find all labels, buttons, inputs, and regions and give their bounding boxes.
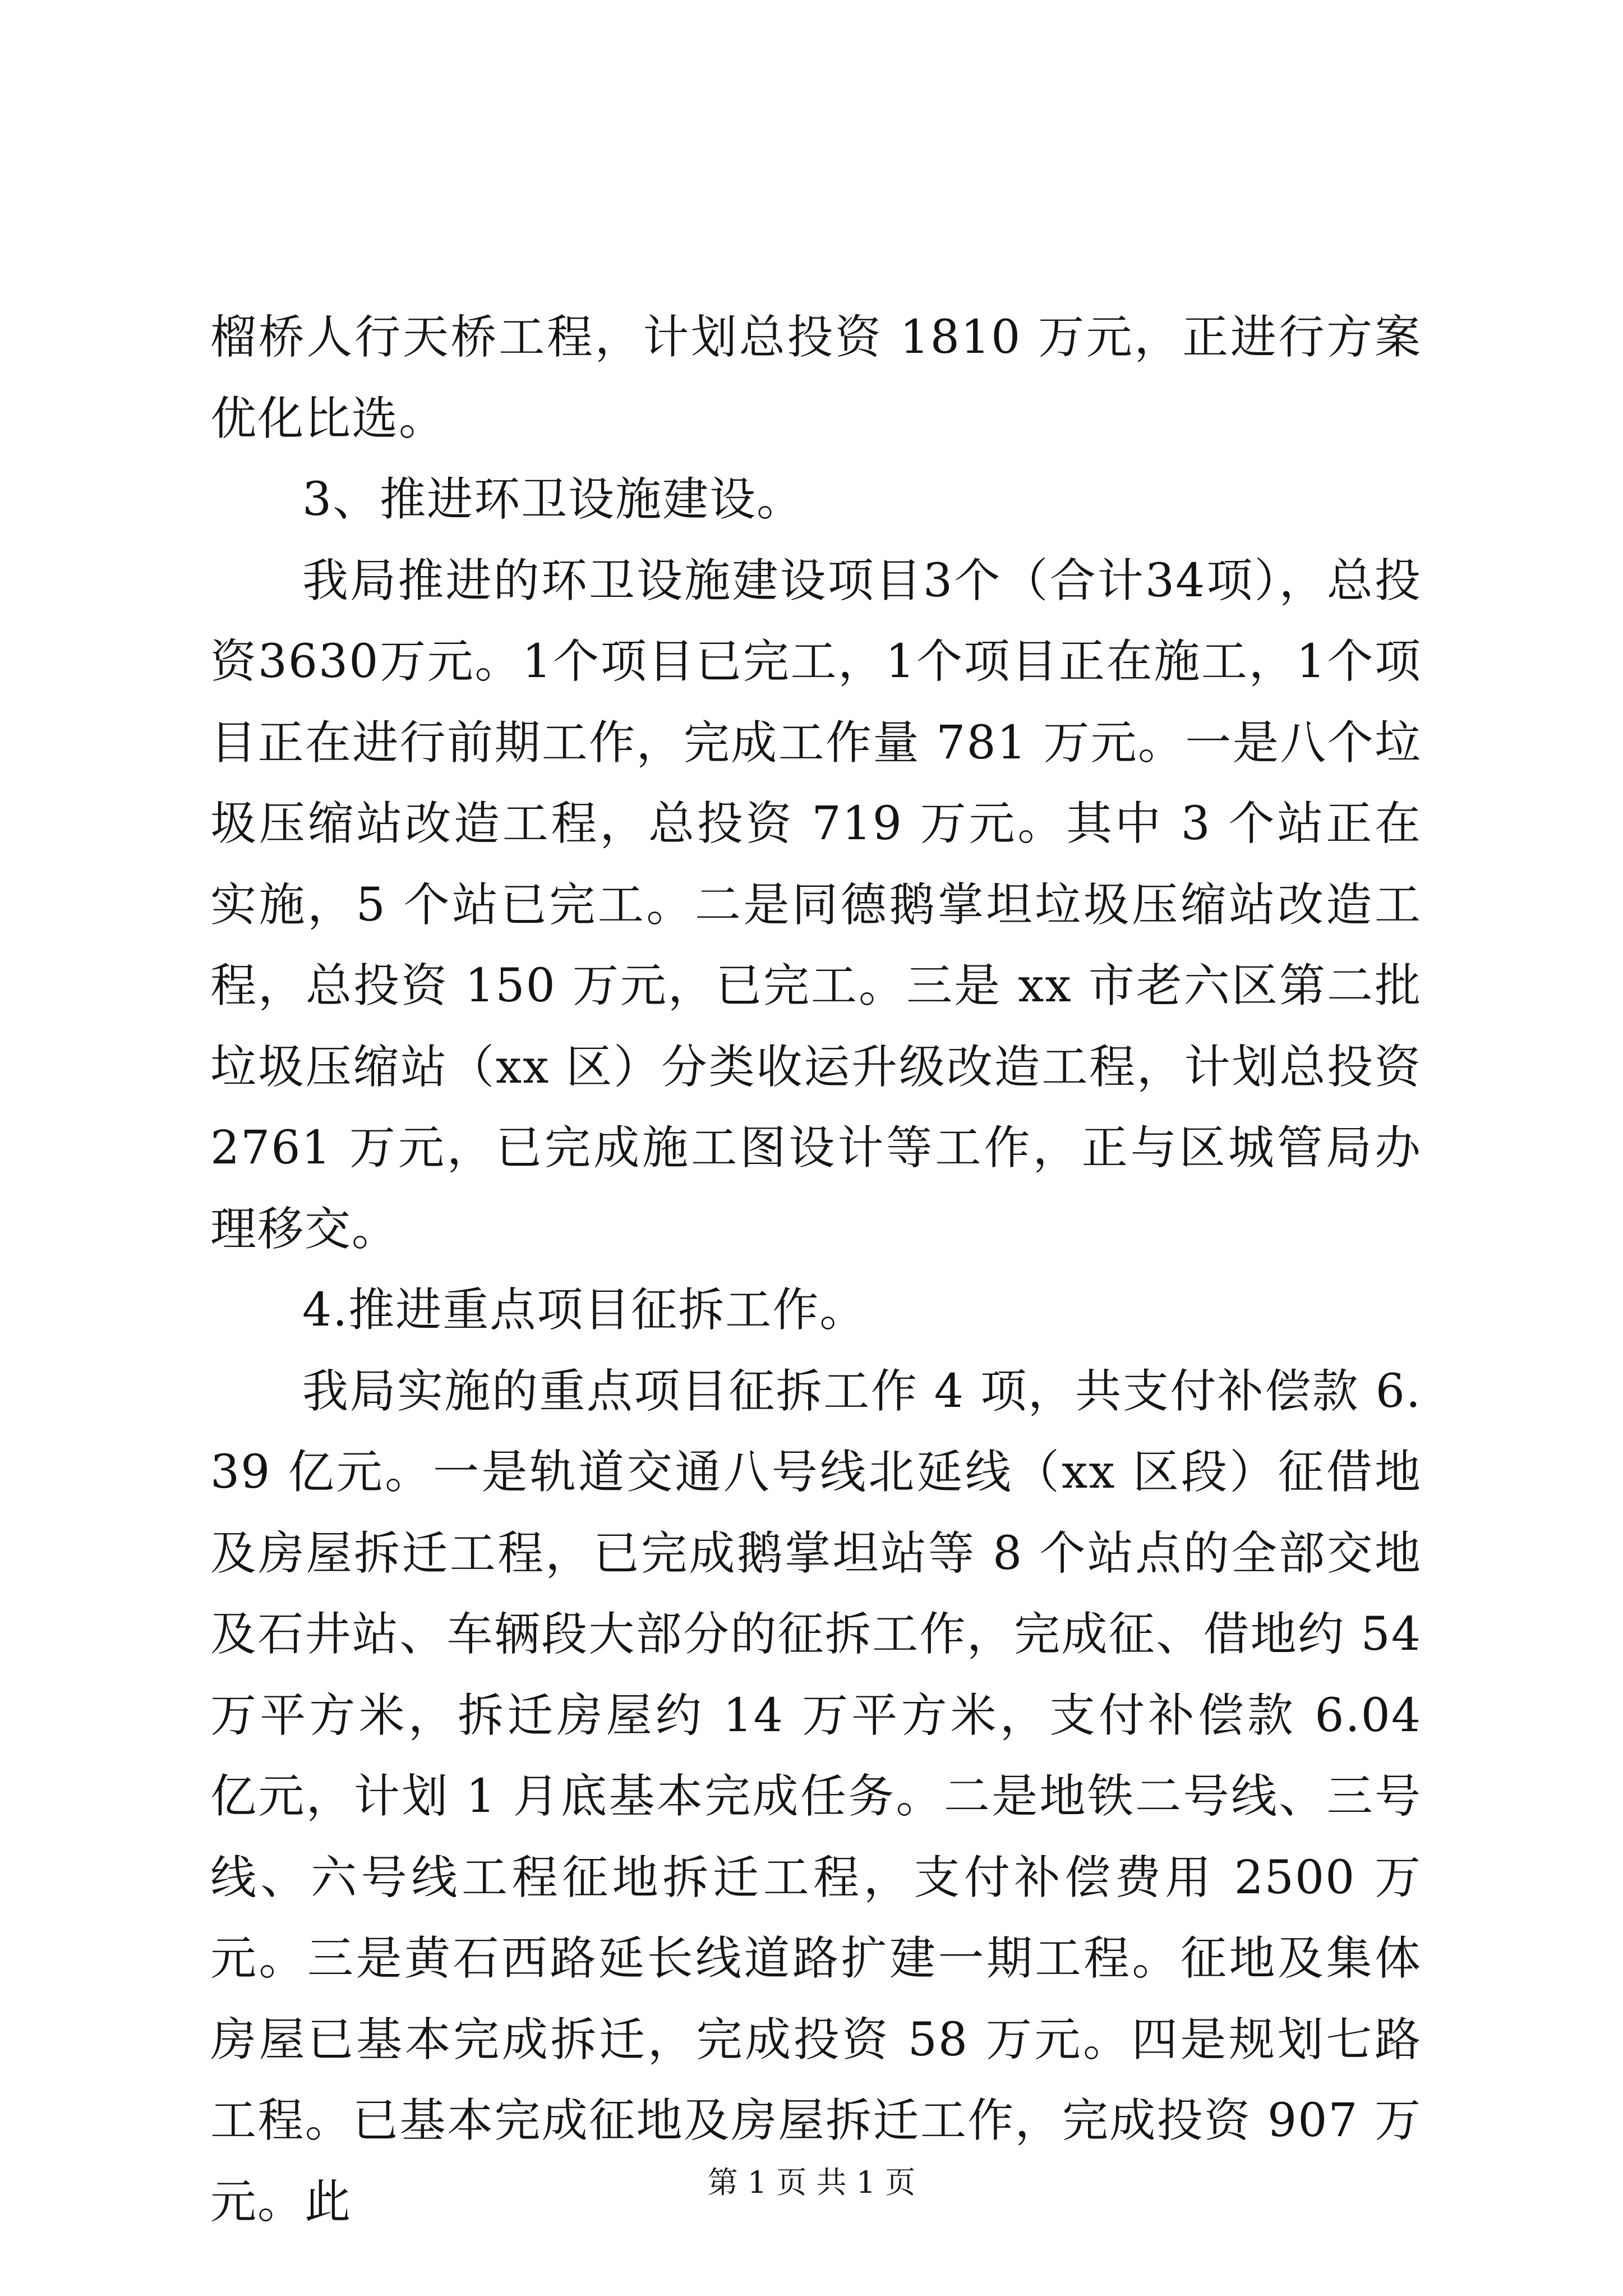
section-heading-4: 4.推进重点项目征拆工作。 — [302, 1283, 867, 1337]
paragraph-continuation: 榴桥人行天桥工程，计划总投资 1810 万元，正进行方案优化比选。 — [210, 311, 1422, 445]
paragraph-sanitation: 我局推进的环卫设施建设项目3个（合计34项），总投资3630万元。1个项目已完工，1个项目正在施工，1个项目正在进行前期工作，完成工作量 781 万元。一是八个垃圾压缩站改造工程，总投资 719 万元。其中 3 个站正在实施，5 个站已完工。二是同德鹅掌坦垃圾压缩站改造工程，总投资 150 万元，已完工。三是 xx 市老六区第二批垃圾压缩站（xx 区）分类收运升级改造工程，计划总投资 2761 万元，已完成施工图设计等工作，正与区城管局办理移交。 — [210, 554, 1422, 1256]
paragraph-demolition: 我局实施的重点项目征拆工作 4 项，共支付补偿款 6.39 亿元。一是轨道交通八号线北延线（xx 区段）征借地及房屋拆迁工程，已完成鹅掌坦站等 8 个站点的全部交地及石井站、车辆段大部分的征拆工作，完成征、借地约 54 万平方米，拆迁房屋约 14 万平方米，支付补偿款 6.04 亿元，计划 1 月底基本完成任务。二是地铁二号线、三号线、六号线工程征地拆迁工程，支付补偿费用 2500 万元。三是黄石西路延长线道路扩建一期工程。征地及集体房屋已基本完成拆迁，完成投资 58 万元。四是规划七路工程。已基本完成征地及房屋拆迁工作，完成投资 907 万元。此 — [210, 1364, 1422, 2229]
document-body — [210, 297, 1422, 2243]
page-footer: 第 1 页 共 1 页 — [707, 2165, 916, 2200]
section-heading-3: 3、推进环卫设施建设。 — [302, 473, 804, 526]
